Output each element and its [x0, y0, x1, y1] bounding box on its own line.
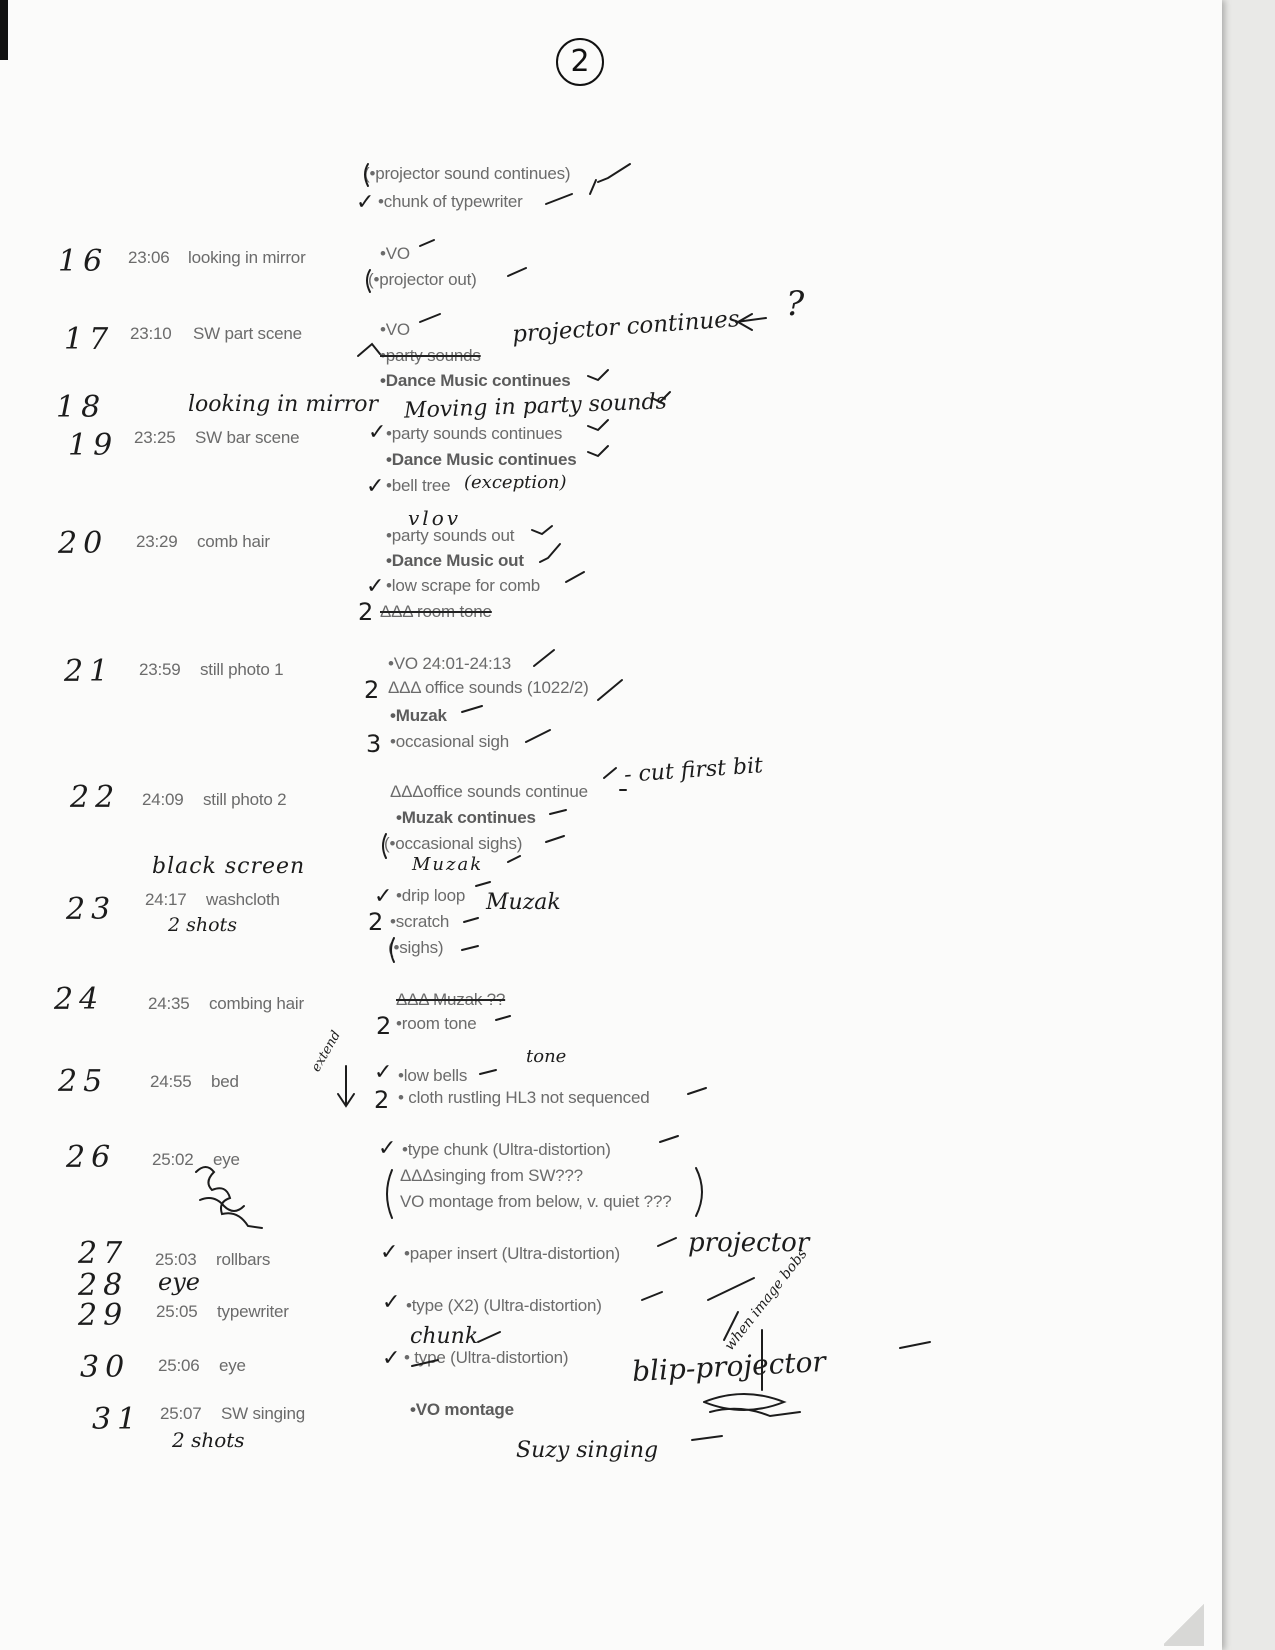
handwritten-note: Suzy singing	[516, 1438, 659, 1463]
handwritten-question: ?	[786, 284, 805, 324]
handwritten-number: 3	[366, 730, 382, 758]
check-mark: ✓	[374, 1060, 393, 1085]
handwritten-description: eye	[158, 1268, 200, 1296]
cue: • cloth rustling HL3 not sequenced	[398, 1088, 650, 1107]
check-mark: ✓	[366, 474, 385, 499]
handwritten-note: 2 shots	[168, 914, 237, 936]
cue: (•occasional sighs)	[384, 834, 523, 853]
timecode: 24:17	[145, 890, 187, 909]
cue: •Muzak	[390, 706, 447, 725]
cue: ΔΔΔoffice sounds continue	[390, 782, 588, 801]
cue: •type (X2) (Ultra-distortion)	[406, 1296, 602, 1315]
handwritten-note: vlov	[408, 506, 462, 530]
handwritten-number: 2	[364, 676, 380, 704]
row-number: 26	[66, 1140, 117, 1175]
page-number: 2	[556, 38, 604, 86]
handwritten-note: - cut first bit	[623, 753, 764, 788]
timecode: 25:02	[152, 1150, 194, 1169]
cue: •VO	[380, 320, 410, 339]
shot-description: combing hair	[209, 994, 304, 1013]
shot-description: looking in mirror	[188, 248, 306, 267]
shot-description: SW singing	[221, 1404, 305, 1423]
row-number: 30	[80, 1350, 131, 1385]
check-mark: ✓	[380, 1240, 399, 1265]
row-number: 20	[58, 526, 109, 561]
cue: •drip loop	[396, 886, 466, 905]
timecode: 23:06	[128, 248, 170, 267]
handwritten-number: 2	[368, 908, 384, 936]
check-mark: ✓	[378, 1136, 397, 1161]
cue-struck: ΔΔΔ room tone	[380, 602, 492, 621]
timecode: 24:09	[142, 790, 184, 809]
cue: •party sounds out	[386, 526, 515, 545]
row-number: 24	[54, 982, 105, 1017]
cue: •VO 24:01-24:13	[388, 654, 511, 673]
cue: •room tone	[396, 1014, 477, 1033]
cue: •Dance Music continues	[386, 450, 577, 469]
row-number: 22	[70, 780, 121, 815]
row-number: 31	[92, 1402, 143, 1437]
row-number: 28	[78, 1268, 129, 1303]
row-number: 18	[56, 390, 107, 425]
cue-chunk-typewriter: •chunk of typewriter	[378, 192, 523, 211]
shot-description: SW bar scene	[195, 428, 300, 447]
handwritten-note: Muzak	[486, 890, 561, 915]
handwritten-note: blip-projector	[631, 1344, 827, 1389]
handwritten-note: chunk	[410, 1324, 479, 1349]
row-number: 27	[78, 1236, 129, 1271]
cue: •type chunk (Ultra-distortion)	[402, 1140, 611, 1159]
cue-struck: ΔΔΔ Muzak ??	[396, 990, 506, 1009]
handwritten-note: projector continues	[511, 306, 741, 348]
timecode: 23:25	[134, 428, 176, 447]
check-mark: ✓	[374, 884, 393, 909]
handwritten-note: 2 shots	[172, 1428, 245, 1452]
row-number: 23	[66, 892, 117, 927]
timecode: 23:10	[130, 324, 172, 343]
shot-description: rollbars	[216, 1250, 271, 1269]
cue: •Muzak continues	[396, 808, 536, 827]
cue: VO montage from below, v. quiet ???	[400, 1192, 672, 1211]
handwritten-note: (exception)	[464, 472, 567, 493]
cue: • type (Ultra-distortion)	[404, 1348, 569, 1367]
handwritten-note: when image bobs	[721, 1246, 811, 1354]
cue: •low bells	[398, 1066, 468, 1085]
handwritten-note: projector	[688, 1228, 810, 1258]
row-number: 17	[64, 322, 115, 357]
timecode: 24:35	[148, 994, 190, 1013]
cue: •VO montage	[410, 1400, 514, 1419]
cue: •Dance Music out	[386, 551, 524, 570]
cue: •low scrape for comb	[386, 576, 541, 595]
handwritten-number: 2	[358, 598, 374, 626]
row-number: 25	[58, 1064, 109, 1099]
check-mark: ✓	[368, 420, 387, 445]
shot-description: washcloth	[206, 890, 280, 909]
shot-description: SW part scene	[193, 324, 302, 343]
row-number: 19	[68, 428, 119, 463]
shot-description: eye	[219, 1356, 246, 1375]
cue: (•projector out)	[368, 270, 477, 289]
handwritten-note: tone	[526, 1046, 567, 1067]
timecode: 25:07	[160, 1404, 202, 1423]
check-mark: ✓	[366, 574, 385, 599]
handwritten-description: looking in mirror	[188, 392, 379, 417]
timecode: 25:03	[155, 1250, 197, 1269]
shot-description: typewriter	[217, 1302, 289, 1321]
cue-struck: •party sounds	[380, 346, 481, 365]
cue: •bell tree	[386, 476, 451, 495]
check-mark: ✓	[382, 1290, 401, 1315]
cue: (•sighs)	[388, 938, 444, 957]
handwritten-number: 2	[374, 1086, 390, 1114]
cue: •VO	[380, 244, 410, 263]
timecode: 25:05	[156, 1302, 198, 1321]
shot-description: still photo 1	[200, 660, 284, 679]
check-mark: ✓	[382, 1346, 401, 1371]
handwritten-note: Muzak	[412, 854, 484, 875]
cue-projector-sound: (•projector sound continues)	[364, 164, 571, 183]
check-mark: ✓	[356, 190, 375, 215]
cue: ΔΔΔ office sounds (1022/2)	[388, 678, 589, 697]
handwritten-cue: Moving in party sounds	[403, 389, 668, 424]
timecode: 25:06	[158, 1356, 200, 1375]
row-number: 16	[58, 244, 109, 279]
handwritten-note: extend	[308, 1028, 344, 1075]
row-number: 29	[78, 1298, 129, 1333]
timecode: 23:29	[136, 532, 178, 551]
timecode: 23:59	[139, 660, 181, 679]
timecode: 24:55	[150, 1072, 192, 1091]
cue: •party sounds continues	[386, 424, 563, 443]
shot-description: eye	[213, 1150, 240, 1169]
shot-description: bed	[211, 1072, 239, 1091]
handwritten-number: 2	[376, 1012, 392, 1040]
shot-description: comb hair	[197, 532, 270, 551]
cue: •occasional sigh	[390, 732, 509, 751]
handwritten-note: black screen	[152, 854, 306, 879]
cue: •paper insert (Ultra-distortion)	[404, 1244, 620, 1263]
cue: •Dance Music continues	[380, 371, 571, 390]
cue: ΔΔΔsinging from SW???	[400, 1166, 583, 1185]
shot-description: still photo 2	[203, 790, 287, 809]
row-number: 21	[64, 654, 115, 689]
cue: •scratch	[390, 912, 450, 931]
